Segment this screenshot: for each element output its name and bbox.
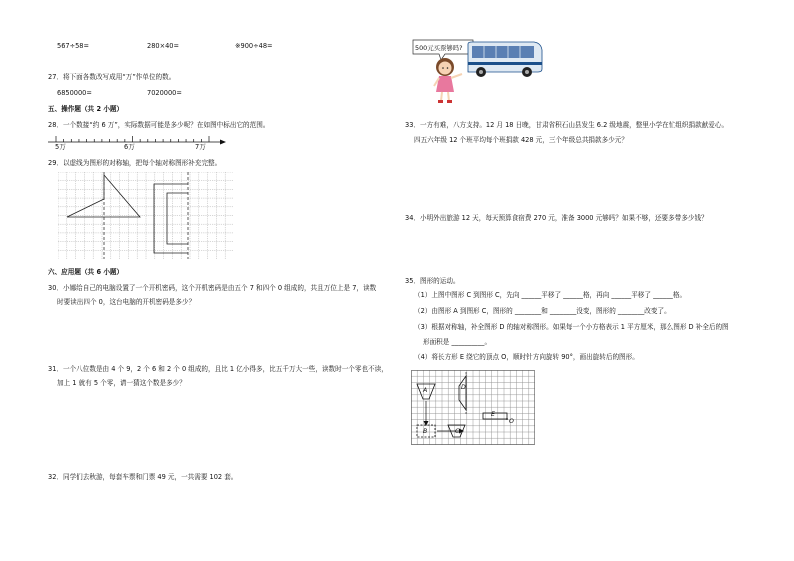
section-6-title: 六、应用题（共 6 小题） (48, 268, 124, 276)
q35-part3: （3）根据对称轴，补全图形 D 的轴对称图形。如果每一个小方格表示 1 平方厘米，那么图形 D 补全后的图 (414, 323, 729, 331)
label-o: O (509, 418, 514, 425)
label-a: A (423, 387, 428, 394)
tick-label-5wan: 5万 (55, 143, 66, 151)
label-c: C (455, 428, 460, 435)
bracket-figure (154, 184, 188, 253)
q26-a: 567÷58= (57, 42, 90, 50)
q30-line2: 时要读出四个 0，这台电脑的开机密码是多少？ (57, 298, 196, 306)
transformation-grid (411, 370, 535, 446)
q33-line1: 33．一方有难，八方支持。12 月 18 日晚，甘肃省积石山县发生 6.2 级地震，整里小学在忙组织捐款献爱心。 (405, 121, 729, 129)
label-e: E (491, 411, 495, 418)
bus-illustration (464, 40, 544, 78)
tick-label-7wan: 7万 (195, 143, 206, 151)
q27-n1: 6850000= (57, 89, 92, 97)
triangle-figure (67, 175, 140, 217)
tick-label-6wan: 6万 (124, 143, 135, 151)
girl-illustration (427, 56, 465, 104)
label-d: D (461, 384, 466, 391)
q26-c: ※900÷48= (235, 42, 273, 50)
q31-line2: 加上 1 就有 5 个零，请一猜这个数是多少？ (57, 379, 186, 387)
shape-e (483, 413, 507, 419)
bubble-text: 500元买票够吗? (415, 44, 463, 52)
section-5-title: 五、操作题（共 2 小题） (48, 105, 124, 113)
q28-text: 28．一个数接“约 6 万”，实际数据可能是多少呢？在如图中标出它的范围。 (48, 121, 270, 129)
right-column (397, 0, 794, 561)
q26-b: 280×40= (147, 42, 180, 50)
point-o (506, 418, 508, 420)
symmetry-grid (58, 172, 235, 259)
q32-text: 32．同学们去秋游，每套车票和门票 49 元，一共需要 102 套。 (48, 473, 238, 481)
q27-text: 27．将下面各数改写成用“万”作单位的数。 (48, 73, 176, 81)
q27-n2: 7020000= (147, 89, 182, 97)
label-b: B (423, 428, 428, 435)
shape-d (459, 376, 466, 410)
q29-text: 29．以虚线为图形的对称轴，把每个轴对称图形补充完整。 (48, 159, 222, 167)
q35-part3b: 形面积是 __________。 (423, 338, 492, 346)
q33-line2: 四五六年级 12 个班平均每个班捐款 428 元，三个年级总共捐款多少元？ (414, 136, 628, 144)
q31-line1: 31．一个八位数是由 4 个 9，2 个 6 和 2 个 0 组成的，且比 1 亿小得多，比五千万大一些，读数时一个零也不读， (48, 365, 388, 373)
q35-part4: （4）将长方形 E 绕它的顶点 O，顺时针方向旋转 90°，画出旋转后的图形。 (414, 353, 639, 361)
q35-part1: （1）上图中图形 C 到图形 C，先向 ______平移了 ______格，再向 ______平移了 ______格。 (414, 291, 687, 299)
q35-title: 35．图形的运动。 (405, 277, 460, 285)
q34-text: 34．小明外出旅游 12 天，每天预算食宿费 270 元，准备 3000 元够吗？如果不够，还要多带多少钱？ (405, 214, 708, 222)
q35-part2: （2）由图形 A 到图形 C，图形的 ________和 ________没变，图形的 ________改变了。 (414, 307, 671, 315)
q30-line1: 30．小娜给自己的电脑设置了一个开机密码，这个开机密码是由五个 7 和四个 0 组成的，共且万位上是 7，读数 (48, 284, 377, 292)
